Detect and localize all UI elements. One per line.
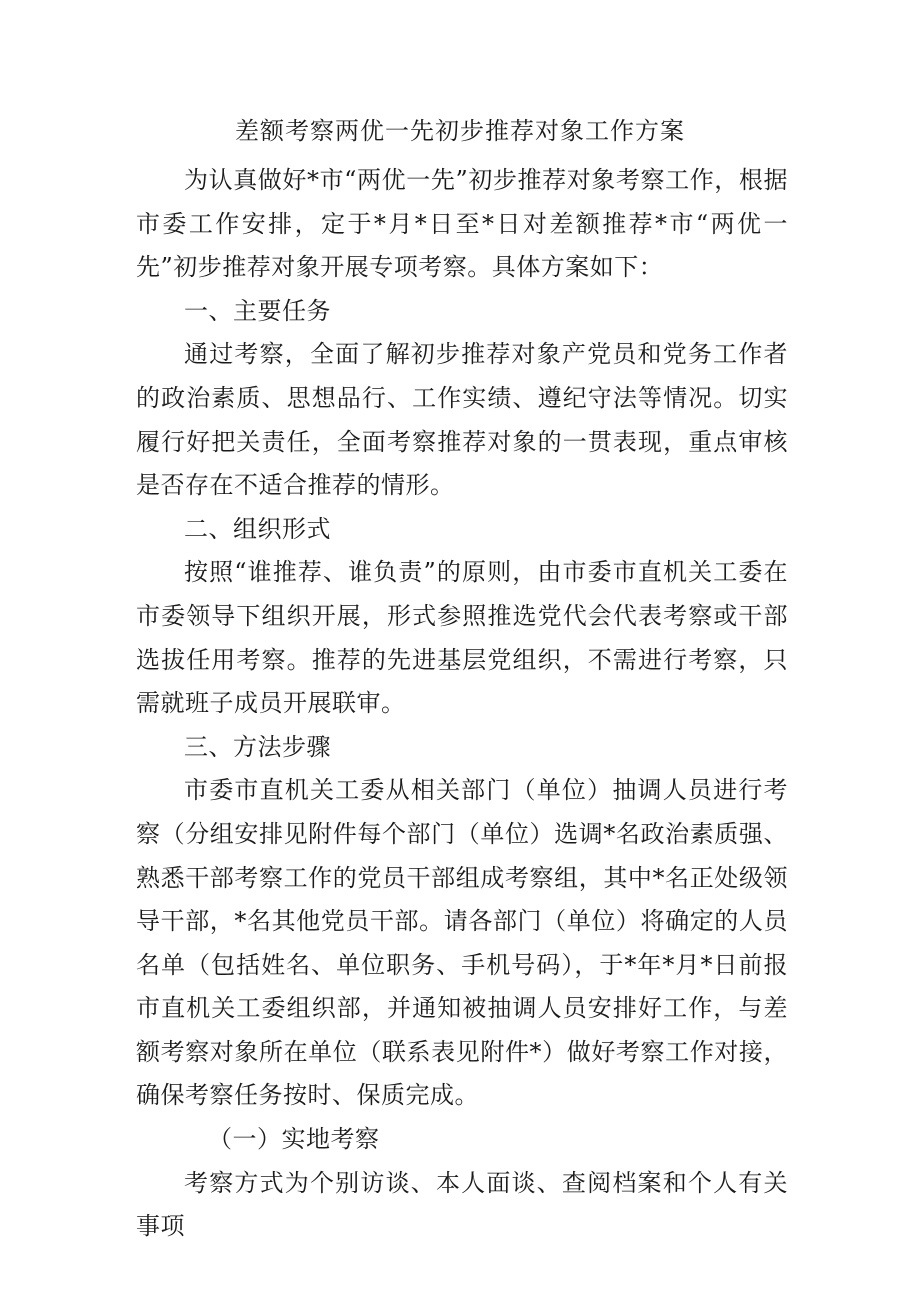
section-heading-main-tasks: 一、主要任务 [184,296,331,325]
section-heading-organization: 二、组织形式 [184,514,331,543]
subsection-paragraph-field-inspection: 考察方式为个别访谈、本人面谈、查阅档案和个人有关事项 [136,1168,788,1241]
section-paragraph-methods: 市委市直机关工委从相关部门（单位）抽调人员进行考察（分组安排见附件每个部门（单位）选调*名政治素质强、熟悉干部考察工作的党员干部组成考察组，其中*名正处级领导干部，*名其他党员干部。请各部门（单位）将确定的人员名单（包括姓名、单位职务、手机号码），于*年*月*日前报市直机关工委组织部，并通知被抽调人员安排好工作，与差额考察对象所在单位（联系表见附件*）做好考察工作对接，确保考察任务按时、保质完成。 [136,776,788,1110]
section-paragraph-main-tasks: 通过考察，全面了解初步推荐对象产党员和党务工作者的政治素质、思想品行、工作实绩、遵纪守法等情况。切实履行好把关责任，全面考察推荐对象的一贯表现，重点审核是否存在不适合推荐的情形。 [136,340,788,500]
section-paragraph-organization: 按照“谁推荐、谁负责”的原则，由市委市直机关工委在市委领导下组织开展，形式参照推选党代会代表考察或干部选拔任用考察。推荐的先进基层党组织，不需进行考察，只需就班子成员开展联审。 [136,558,788,718]
document-body [136,159,788,1249]
document-title: 差额考察两优一先初步推荐对象工作方案 [235,117,685,145]
section-heading-methods: 三、方法步骤 [184,732,331,761]
subsection-heading-field-inspection: （一）实地考察 [208,1125,380,1154]
intro-paragraph: 为认真做好*市“两优一先”初步推荐对象考察工作，根据市委工作安排，定于*月*日至*日对差额推荐*市“两优一先”初步推荐对象开展专项考察。具体方案如下： [136,166,788,282]
